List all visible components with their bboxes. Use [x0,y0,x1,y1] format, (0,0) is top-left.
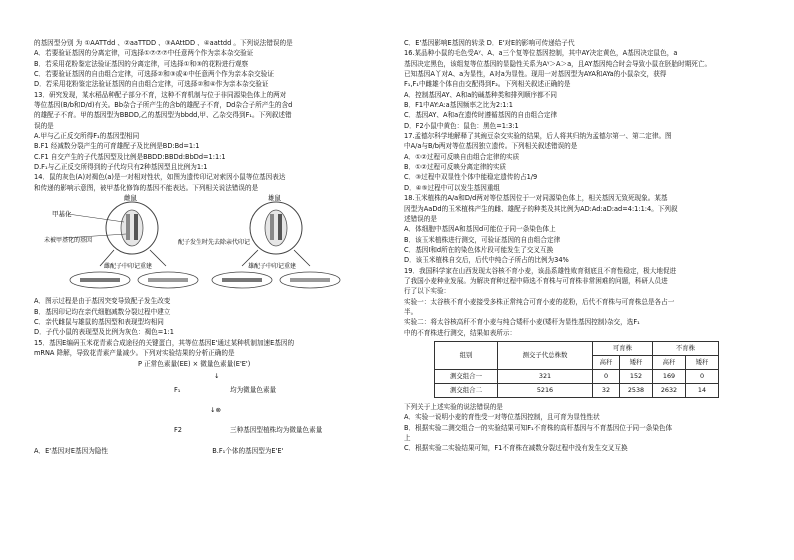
text-line: C．若要验证基因的自由组合定律，可选择②和③或④中任意两个作为亲本杂交验证 [34,70,274,79]
table-cell: 169 [653,369,686,383]
text-line: 中的不育株进行测交，结果如表所示： [404,328,517,337]
table-header: 高秆 [593,355,620,369]
text-line: 了我国小麦种业发展。为解决育种过程中筛选不育株与可育株非常困难的问题，科研人员进 [404,276,668,285]
text-line: 半。 [404,307,418,316]
table-cell: 32 [593,383,620,397]
text-line: B．根据实验二测交组合一的实验结果可知F₁不育株的高秆基因与不育基因位于同一条染色体 [404,423,673,432]
text-line: 误的是 [34,121,54,130]
text-line: F₁,F₁中雌雄个体自由交配得到F₂。下列相关叙述正确的是 [404,80,571,89]
text-line: B．F1中AY:A:a基因频率之比为2:1:1 [404,101,513,110]
testcross-table [434,341,719,398]
table-cell: 0 [686,369,719,383]
methylation-label: 甲基化 [52,210,72,219]
table-cell: 0 [593,369,620,383]
male-nucleus [265,210,287,246]
text-line: 的雄配子不育。甲的基因型为BBDD,乙的基因型为bbdd,甲、乙杂交得到F₁。下列叙述错 [34,111,292,120]
cross-diagram [34,359,394,443]
table-cell: 测交组合一 [435,369,498,383]
text-line: mRNA 降解，导致花青素产量减少。下列对实验结果的分析正确的是 [34,348,235,357]
options-row: C．E'基因影响E基因的转录 D．E'对E的影响可传递给子代 [404,39,575,47]
text-line: 行了以下实验： [404,287,451,296]
text-line: 中A/a与B/b两对等位基因独立遗传。下列相关叙述错误的是 [404,142,578,151]
question-13-stem: 13．研究发现，某水稻品种配子部分不育，这种不育机制与位于非同源染色体上的两对 [34,90,287,99]
male-chromosome-b [278,214,282,240]
table-header: 测交子代总株数 [498,341,593,369]
text-line: 等位基因(B/b和D/d)有关。Bb杂合子所产生的含b的雄配子不育，Dd杂合子所产生的含d [34,101,293,110]
imprinting-diagram [44,194,364,294]
male-label: 雄鼠 [268,194,281,203]
table-header: 矮秆 [620,355,653,369]
text-line: A．控制基因AY、A和a的碱基种类和排列顺序都不同 [404,90,557,99]
text-line: A．若要验证基因的分离定律，可选择①⑦⑦⑦中任意两个作为亲本杂交验证 [34,49,254,58]
left-column [34,38,402,457]
table-cell: 2538 [620,383,653,397]
unmethylated-label: 未被甲基化的基因 [44,237,93,245]
male-chromosome-a [270,214,274,240]
text-line: D.F₁与乙正反交所得到的子代均只有2种基因型且比例为1:1 [34,163,208,172]
text-line: A．实验一说明小麦的育性受一对等位基因控制，且可育为显性性状 [404,413,600,422]
text-line: A．①②过程可反映自由组合定律的实质 [404,152,520,161]
text-line: C．③过程中双显性个体中能稳定遗传的占1/9 [404,173,538,182]
text-line: A．体细胞中基因A和基因d可能位于同一条染色体上 [404,225,556,234]
female-chromosome-a [126,214,130,240]
text-line: 上 [404,434,411,442]
options-row [34,446,402,456]
table-header: 可育株 [593,341,653,355]
text-line: 述错误的是 [404,214,437,223]
text-line: B．若采用花粉鉴定法验证基因的分离定律，可选择①和③的花粉进行观察 [34,59,249,68]
table-cell: 152 [620,369,653,383]
table-header: 组别 [435,341,498,369]
text-line: B．①②过程可反映分离定律的实质 [404,163,507,172]
table-header: 高秆 [653,355,686,369]
table-header: 不育株 [653,341,719,355]
text-line: C．基因I和d所在的染色体片段可能发生了交叉互换 [404,245,554,254]
text-line: 因型为AaDd的玉米植株产生的雌、雄配子的种类及其比例为AD:Ad:aD:ad=4:1:1:4。下列叙 [404,204,678,213]
option-a: A．E'基因对E基因为隐性 [34,447,108,456]
text-line: B．该玉米植株进行测交，可验证基因的自由组合定律 [404,235,561,244]
question-16-stem: 16.某品种小鼠的毛色受Aᵞ、A、a三个复等位基因控制，其中AY决定黄色，A基因决定鼠色，a [404,49,678,58]
text-line: D．F2小鼠中黄色：鼠色：黑色=1:3:1 [404,121,519,130]
text-line: C．亲代雌鼠与雄鼠的基因型和表现型均相同 [34,317,164,326]
text-line: D．该玉米植株自交后，后代中纯合子所占的比例为34% [404,256,569,265]
table-cell: 14 [686,383,719,397]
right-column [404,38,776,454]
f1-desc: 均为微量色素量 [230,386,277,395]
text-line: 实验一：太谷核不育小麦接受多株正常纯合可育小麦的花粉，后代不育株与可育株总是各占一 [404,297,675,306]
question-18-stem: 18.玉米植株的A/a和D/d两对等位基因位于一对同源染色体上，相关基因无致死现象。某基 [404,194,668,203]
female-gamete-label: 雌配子中印记重建 [104,263,153,271]
question-17-stem: 17.孟德尔科学地解释了其豌豆杂交实验的结果，后人将其归纳为孟德尔第一、第二定律。图 [404,132,672,141]
text-line: D．若采用花粉鉴定法验证基因的自由组合定律，可选择②和④作为亲本杂交验证 [34,80,269,89]
table-cell: 测交组合二 [435,383,498,397]
female-chromosome-b [134,214,138,240]
table-cell: 5216 [498,383,593,397]
question-14-stem: 14．鼠的灰色(A)对褐色(a)是一对相对性状，如图为遗传印记对索因小鼠等位基因表达 [34,173,286,182]
p-generation: P 正常色素量(EE) × 微量色素量(E'E') [138,360,251,369]
table-row [435,383,719,397]
text-line: 的基因型分别 为 ①AATTdd 、②aaTTDD 、③AAttDD 、④aattdd 。下列说法错误的是 [34,39,293,47]
text-line: D．④⑤过程中可以发生基因重组 [404,183,501,192]
text-line: 和传递的影响示意图，被甲基化修饰的基因不能表达。下列相关说法错误的是 [34,183,259,192]
f2-label: F2 [174,426,182,435]
selfing-arrow: ↓⊗ [210,406,222,415]
table-header: 矮秆 [686,355,719,369]
text-line: C．基因AY、A和a在遗传时遵循基因的自由组合定律 [404,111,558,120]
text-line: C.F1 自交产生的子代基因型及比例是BBDD:BBDd:BbDd=1:1:1 [34,152,226,161]
female-label: 雌鼠 [124,194,137,203]
table-cell: 2632 [653,383,686,397]
text-line: A．图示过程是由于基因突变导致配子发生改变 [34,297,171,306]
female-nucleus [121,210,143,246]
arrow-down-icon: ↓ [214,372,220,381]
male-gamete-label: 雄配子中印记重建 [248,263,297,271]
gamete-label: 配子发生时先去除亲代印记 [178,239,251,247]
question-19-stem: 19．我国科学家在山西发现太谷核不育小麦，该品系雄性败育彻底且不育性稳定，极大地促进 [404,266,677,275]
option-b: B.F₁个体的基因型为E'E' [212,447,284,456]
text-line: B．基因印记均在亲代细胞减数分裂过程中建立 [34,307,171,316]
f2-desc: 三种基因型植株均为微量色素量 [230,426,323,435]
text-line: C．根据实验二实验结果可知，F1不育株在减数分裂过程中没有发生交叉互换 [404,444,628,453]
text-line: 已知基因A丫对A、a为显性，A对a为显性。现用一对基因型为AYA和AYa的小鼠杂交，获得 [404,70,667,79]
genomic-imprinting-figure [44,194,364,294]
text-line: 基因决定黑色，该组复等位基因的显隐性关系为Aᵞ＞A＞a，且AY基因纯合时会导致小鼠在胚胎时期死亡。 [404,59,712,68]
text-line: B.F1 经减数分裂产生的可育雄配子及比例是BD:Bd=1:1 [34,142,200,151]
text-line: A.甲与乙正反交所得F₁的基因型相同 [34,132,140,141]
text-line: 下列关于上述实验的说法错误的是 [404,402,503,411]
text-line: 实验二：将太谷核高秆不育小麦与纯合矮秆小麦(矮秆为显性基因控制)杂交，选F₁ [404,318,640,327]
table-cell: 321 [498,369,593,383]
question-15-stem: 15．基因E编码玉米花青素合成途径的关键蛋白，其等位基因E'通过某种机制加速E基因的 [34,338,295,347]
text-line: D．子代小鼠的表现型及比例为灰色：褐色=1:1 [34,328,174,337]
table-row [435,369,719,383]
f1-label: F₁ [174,386,181,395]
